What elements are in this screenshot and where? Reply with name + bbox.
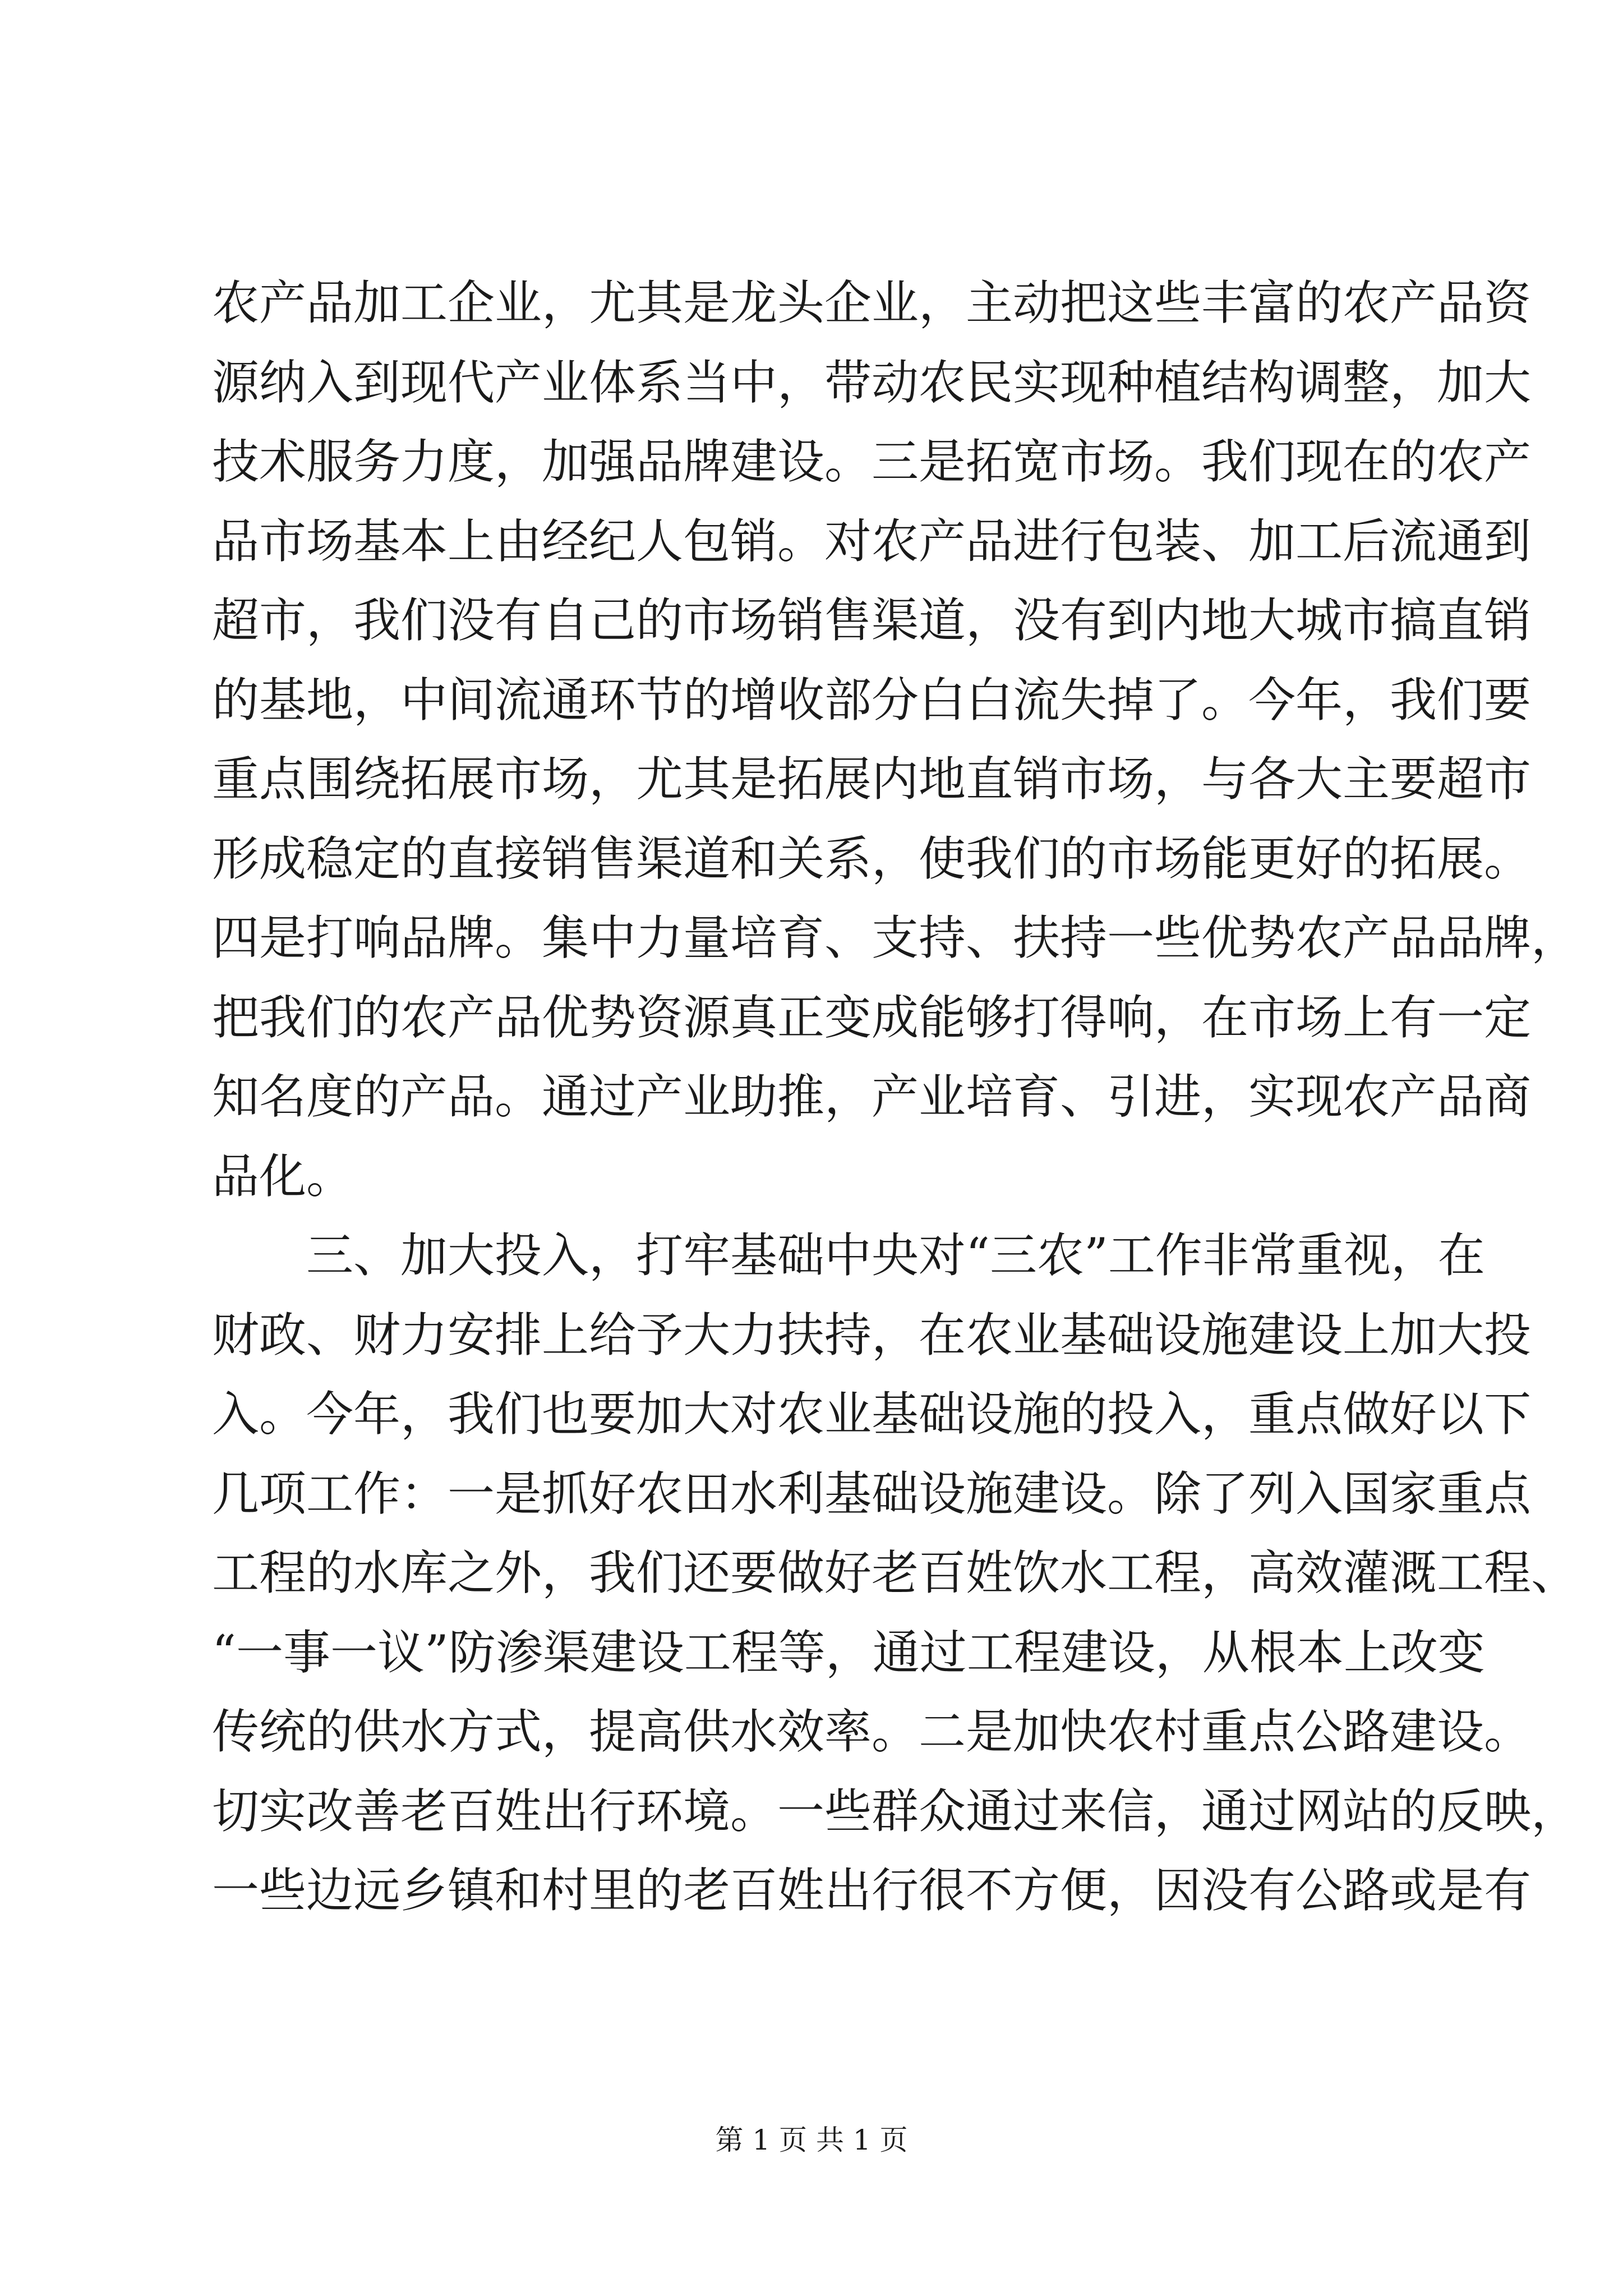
text-line: 源纳入到现代产业体系当中，带动农民实现种植结构调整，加大 bbox=[212, 355, 1532, 410]
text-line: 技术服务力度，加强品牌建设。三是拓宽市场。我们现在的农产 bbox=[212, 434, 1532, 489]
page-number-footer: 第 1 页 共 1 页 bbox=[715, 2124, 908, 2156]
text-line: 形成稳定的直接销售渠道和关系，使我们的市场能更好的拓展。 bbox=[212, 831, 1532, 886]
text-line: 传统的供水方式，提高供水效率。二是加快农村重点公路建设。 bbox=[212, 1704, 1532, 1759]
text-line: 把我们的农产品优势资源真正变成能够打得响，在市场上有一定 bbox=[212, 990, 1532, 1045]
text-line: 工程的水库之外，我们还要做好老百姓饮水工程，高效灌溉工程、 bbox=[212, 1545, 1579, 1600]
text-line: 四是打响品牌。集中力量培育、支持、扶持一些优势农产品品牌， bbox=[212, 910, 1579, 965]
text-line: “一事一议”防渗渠建设工程等，通过工程建设，从根本上改变 bbox=[212, 1625, 1485, 1680]
text-line: 重点围绕拓展市场，尤其是拓展内地直销市场，与各大主要超市 bbox=[212, 752, 1532, 807]
text-line: 几项工作：一是抓好农田水利基础设施建设。除了列入国家重点 bbox=[212, 1466, 1532, 1521]
text-line: 知名度的产品。通过产业助推，产业培育、引进，实现农产品商 bbox=[212, 1069, 1532, 1124]
text-line: 品市场基本上由经纪人包销。对农产品进行包装、加工后流通到 bbox=[212, 513, 1532, 569]
paragraph-1 bbox=[212, 264, 1579, 1216]
text-line: 一些边远乡镇和村里的老百姓出行很不方便，因没有公路或是有 bbox=[212, 1863, 1532, 1918]
document-body bbox=[212, 264, 1579, 1931]
text-line: 三、加大投入，打牢基础中央对“三农”工作非常重视，在 bbox=[306, 1228, 1485, 1283]
text-line: 入。今年，我们也要加大对农业基础设施的投入，重点做好以下 bbox=[212, 1387, 1532, 1442]
text-line: 切实改善老百姓出行环境。一些群众通过来信，通过网站的反映， bbox=[212, 1783, 1579, 1839]
text-line: 的基地，中间流通环节的增收部分白白流失掉了。今年，我们要 bbox=[212, 672, 1532, 728]
text-line: 超市，我们没有自己的市场销售渠道，没有到内地大城市搞直销 bbox=[212, 593, 1532, 648]
text-line: 农产品加工企业，尤其是龙头企业，主动把这些丰富的农产品资 bbox=[212, 275, 1532, 330]
text-line: 财政、财力安排上给予大力扶持，在农业基础设施建设上加大投 bbox=[212, 1307, 1532, 1363]
paragraph-2 bbox=[212, 1216, 1579, 1931]
text-line: 品化。 bbox=[212, 1148, 354, 1204]
